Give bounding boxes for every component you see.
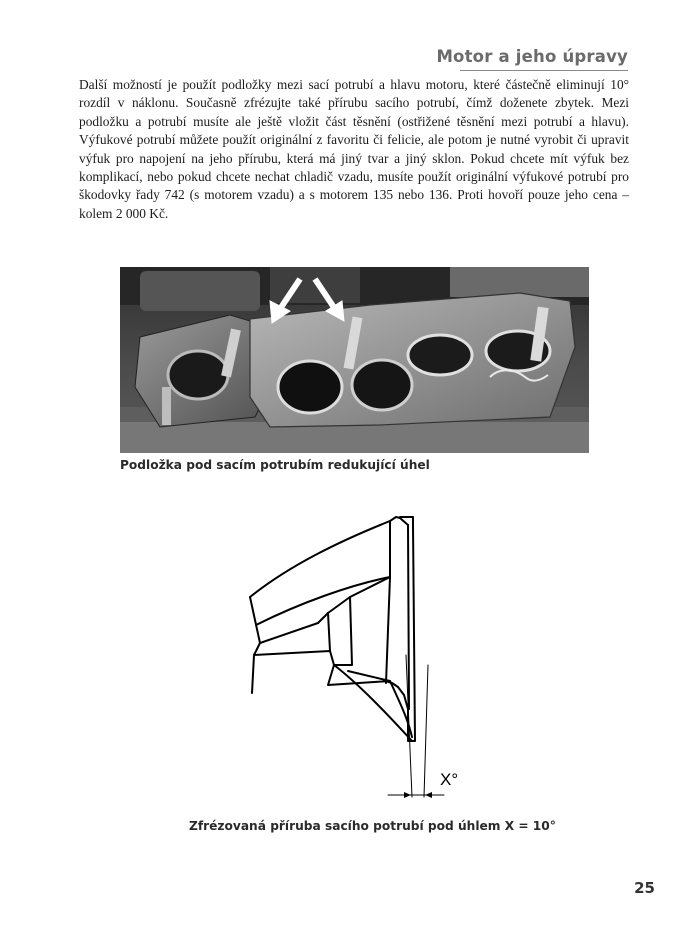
figure-1-caption: Podložka pod sacím potrubím redukující úhel xyxy=(120,458,430,472)
page-number: 25 xyxy=(634,879,655,897)
running-header-title: Motor a jeho úpravy xyxy=(436,47,628,66)
header-rule xyxy=(460,70,628,71)
engine-manifold-photo xyxy=(120,267,589,453)
body-paragraph: Další možností je použít podložky mezi sací potrubí a hlavu motoru, které částečně eliminují 10° rozdíl v náklonu. Současně zfrézujte také přírubu sacího potrubí, čímž doženete zbytek. Mezi podložku a potrubí musíte ale ještě vložit část těsnění (ostřižené těsnění mezi potrubí a hlavu). Výfukové potrubí můžete použít originální z favoritu či felicie, ale potom je nutné vyrobit či upravit výfuk pro napojení na jeho přírubu, která má jiný tvar a jiný sklon. Pokud chcete mít výfuk bez komplikací, nebo pokud chcete nechat chladič vzadu, musíte použít originální výfukové potrubí pro škodovky řady 742 (s motorem vzadu) a s motorem 135 nebo 136. Proti hovoří pouze jeho cena – kolem 2 000 Kč. xyxy=(79,77,629,221)
angle-label: X° xyxy=(440,770,459,789)
figure-2-caption: Zfrézovaná příruba sacího potrubí pod úhlem X = 10° xyxy=(189,819,556,833)
flange-angle-diagram xyxy=(230,505,480,810)
